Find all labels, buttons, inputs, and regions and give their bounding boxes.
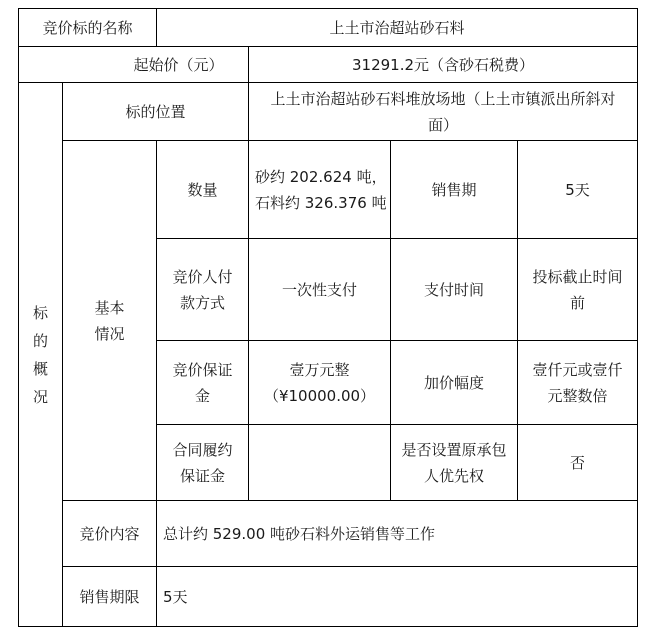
location-value: 上土市治超站砂石料堆放场地（上土市镇派出所斜对 面） bbox=[270, 89, 616, 134]
content-value: 总计约 529.00 吨砂石料外运销售等工作 bbox=[163, 524, 436, 543]
table-border-right bbox=[637, 8, 638, 627]
payment-method-value: 一次性支付 bbox=[281, 280, 357, 299]
increment-value: 壹仟元或壹仟 元整数倍 bbox=[532, 360, 623, 405]
content-label: 竞价内容 bbox=[79, 524, 140, 543]
sale-period-value: 5天 bbox=[565, 180, 590, 199]
sale-period-label: 销售期 bbox=[431, 180, 477, 199]
payment-method-label: 竞价人付 款方式 bbox=[172, 267, 233, 312]
quantity-label: 数量 bbox=[187, 180, 218, 199]
sale-limit-value: 5天 bbox=[163, 587, 188, 606]
item-name-value: 上土市治超站砂石料 bbox=[329, 18, 465, 37]
priority-label: 是否设置原承包 人优先权 bbox=[401, 440, 507, 485]
payment-time-label: 支付时间 bbox=[423, 280, 484, 299]
basic-info-label: 基本 情况 bbox=[94, 298, 125, 343]
priority-value: 否 bbox=[569, 453, 585, 472]
increment-label: 加价幅度 bbox=[423, 373, 484, 392]
quantity-value: 砂约 202.624 吨， 石料约 326.376 吨 bbox=[255, 167, 387, 212]
table-border-bottom bbox=[18, 626, 638, 627]
starting-price-label: 起始价（元） bbox=[133, 55, 224, 74]
contract-deposit-value bbox=[249, 425, 390, 500]
overview-label: 标 的 概 况 bbox=[32, 303, 48, 406]
payment-time-value: 投标截止时间 前 bbox=[532, 267, 623, 312]
starting-price-value: 31291.2元（含砂石税费） bbox=[351, 55, 535, 74]
location-label: 标的位置 bbox=[125, 102, 186, 121]
deposit-label: 竞价保证 金 bbox=[172, 360, 233, 405]
deposit-value: 壹万元整 （¥10000.00） bbox=[263, 360, 376, 405]
contract-deposit-label: 合同履约 保证金 bbox=[172, 440, 233, 485]
item-name-label: 竞价标的名称 bbox=[42, 18, 133, 37]
sale-limit-label: 销售期限 bbox=[79, 587, 140, 606]
